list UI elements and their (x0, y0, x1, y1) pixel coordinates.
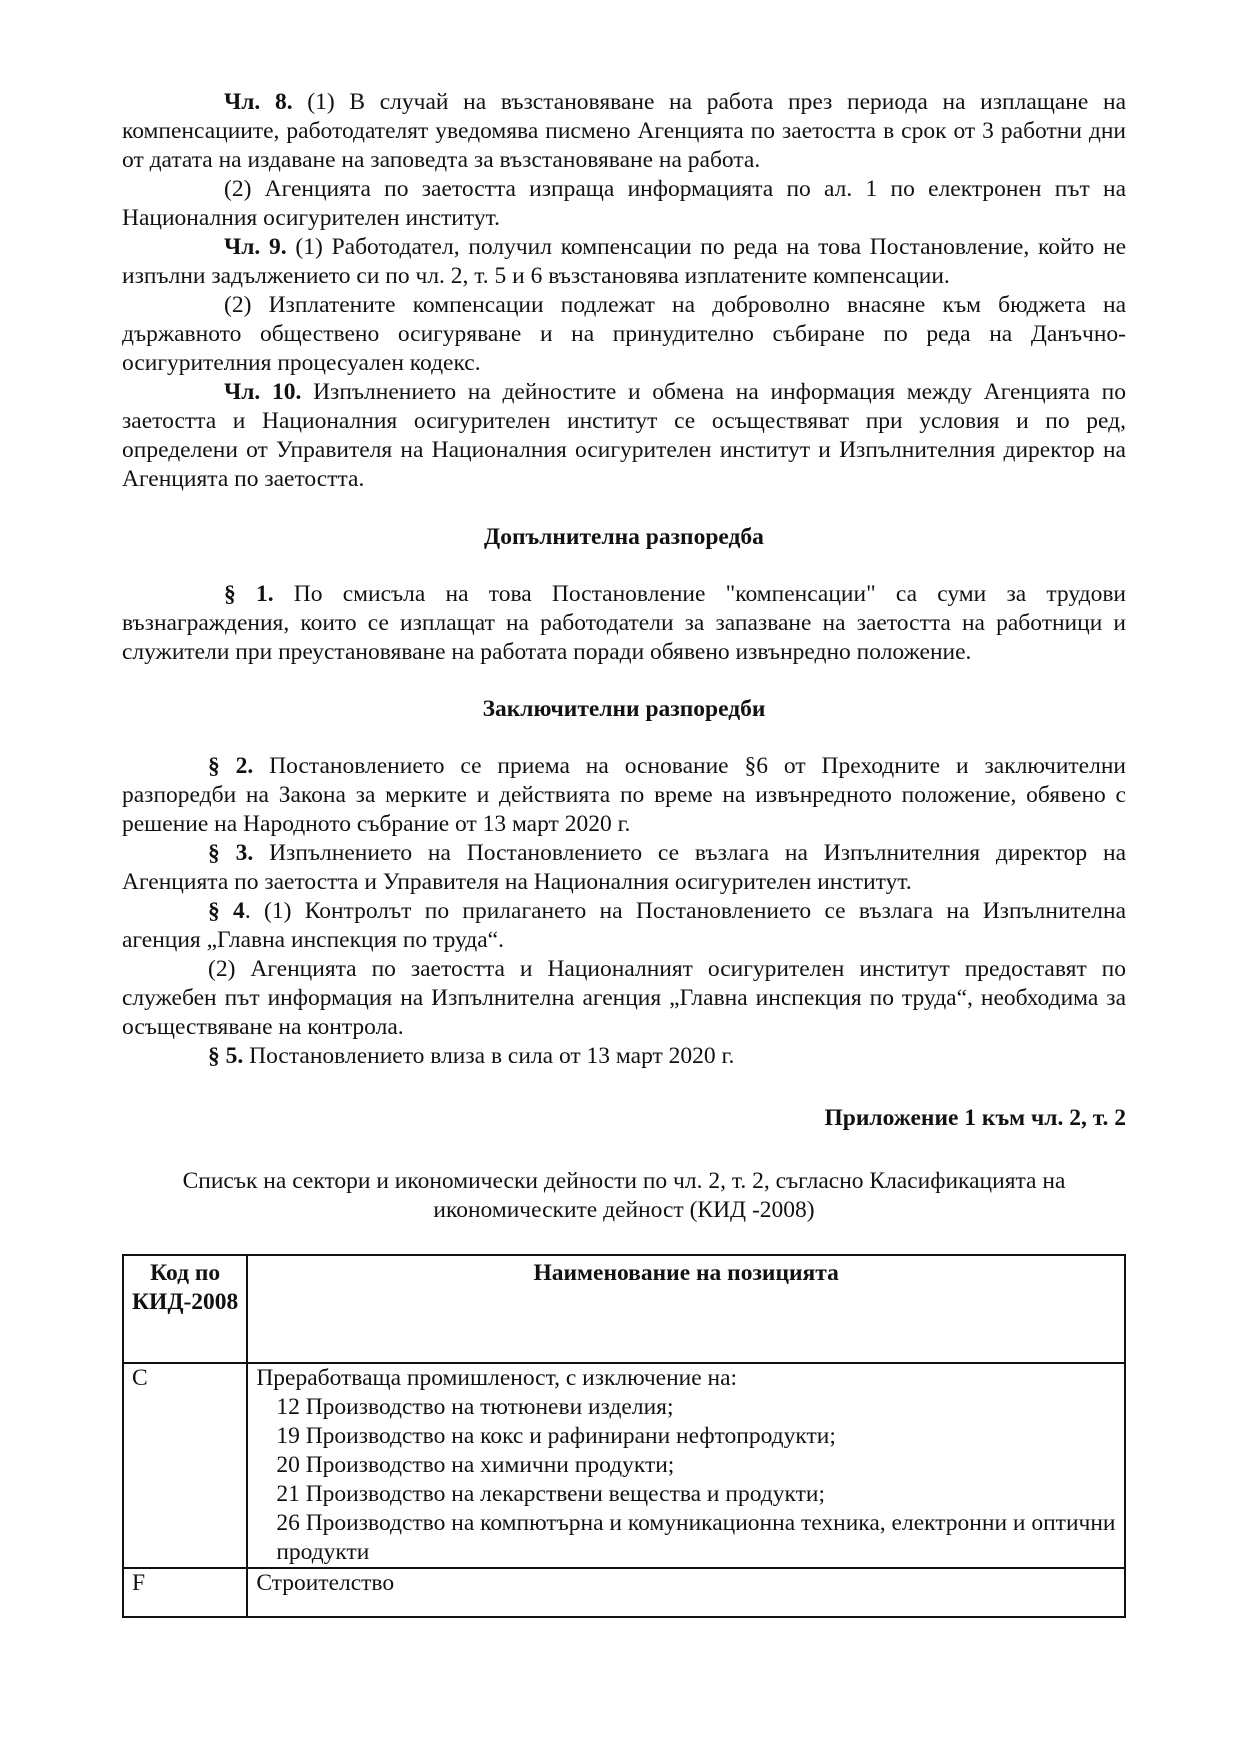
final-provisions-heading: Заключителни разпоредби (482, 696, 766, 722)
article-9-para-1 (122, 233, 1126, 291)
article-8-label: Чл. 8. (224, 89, 293, 115)
article-9-para-2: (2) Изплатените компенсации подлежат на доброволно внасяне към бюджета на държавното обществено осигуряване и на принудително събиране по реда на Данъчно-осигурителния процесуален кодекс. (122, 292, 1126, 376)
annex-caption (122, 1167, 1126, 1225)
section-4-label: § 4 (208, 898, 245, 924)
section-5-text: Постановлението влиза в сила от 13 март 2020 г. (243, 1043, 735, 1069)
article-9-label: Чл. 9. (224, 234, 287, 260)
document-page (122, 88, 1126, 1618)
exclusion-item: 19 Производство на кокс и рафинирани нефтопродукти; (276, 1423, 836, 1449)
section-2-text: Постановлението се приема на основание §6 от Преходните и заключителни разпоредби на Закона за мерките и действията по време на извънредното положение, обявено с решение на Народното събрание от 13 март 2020 г. (122, 753, 1126, 837)
article-8-para-1 (122, 88, 1126, 175)
row-f-description: Строителство (247, 1568, 1125, 1617)
section-2 (122, 752, 1126, 839)
row-f-code: F (123, 1568, 247, 1617)
section-2-label: § 2. (208, 753, 254, 779)
article-9-text: (1) Работодател, получил компенсации по реда на това Постановление, който не изпълни задължението си по чл. 2, т. 5 и 6 възстановява изплатените компенсации. (122, 234, 1126, 289)
table-header-row (123, 1255, 1125, 1363)
row-c-description (247, 1363, 1125, 1568)
table-row (123, 1568, 1125, 1617)
col-name-header: Наименование на позицията (247, 1255, 1125, 1363)
exclusion-item: 20 Производство на химични продукти; (276, 1452, 675, 1478)
article-10 (122, 378, 1126, 494)
annex-caption-line-2: икономическите дейност (КИД -2008) (433, 1197, 815, 1223)
section-3-text: Изпълнението на Постановлението се възлага на Изпълнителния директор на Агенцията по заетостта и Управителя на Националния осигурителен институт. (122, 840, 1127, 895)
kid-table (122, 1254, 1126, 1618)
section-5 (122, 1042, 1126, 1071)
article-8-para-2: (2) Агенцията по заетостта изпраща информацията по ал. 1 по електронен път на Националния осигурителен институт. (122, 176, 1126, 231)
row-c-title: Преработваща промишленост, с изключение на: (256, 1365, 738, 1391)
exclusion-item: 12 Производство на тютюневи изделия; (276, 1394, 674, 1420)
annex-caption-line-1: Списък на сектори и икономически дейности по чл. 2, т. 2, съгласно Класификацията на (182, 1168, 1066, 1194)
section-1 (122, 580, 1126, 667)
article-10-label: Чл. 10. (224, 379, 302, 405)
table-row (123, 1363, 1125, 1568)
row-c-code: C (123, 1363, 247, 1568)
supplementary-heading: Допълнителна разпоредба (484, 524, 764, 550)
article-10-text: Изпълнението на дейностите и обмена на информация между Агенцията по заетостта и Националния осигурителен институт се осъществяват при условия и по ред, определени от Управителя на Националния осигурителен институт и Изпълнителния директор на Агенцията по заетостта. (122, 379, 1126, 492)
section-4 (122, 897, 1126, 955)
section-3 (122, 839, 1126, 897)
section-4-text: . (1) Контролът по прилагането на Постановлението се възлага на Изпълнителна агенция „Главна инспекция по труда“. (122, 898, 1126, 953)
section-3-label: § 3. (208, 840, 254, 866)
section-1-label: § 1. (224, 581, 274, 607)
section-1-text: По смисъла на това Постановление "компенсации" са суми за трудови възнаграждения, които се изплащат на работодатели за запазване на заетостта на работници и служители при преустановяване на работата поради обявено извънредно положение. (122, 581, 1126, 665)
col-code-header: Код по КИД-2008 (123, 1255, 247, 1363)
exclusion-item: 26 Производство на компютърна и комуникационна техника, електронни и оптични продукти (276, 1510, 1116, 1565)
exclusion-item: 21 Производство на лекарствени вещества и продукти; (276, 1481, 825, 1507)
section-5-label: § 5. (208, 1043, 244, 1069)
article-8-text: (1) В случай на възстановяване на работа през периода на изплащане на компенсациите, работодателят уведомява писмено Агенцията по заетостта в срок от 3 работни дни от датата на издаване на заповедта за възстановяване на работа. (122, 89, 1126, 173)
annex-title: Приложение 1 към чл. 2, т. 2 (824, 1105, 1126, 1131)
section-4-para-2: (2) Агенцията по заетостта и Националният осигурителен институт предоставят по служебен път информация на Изпълнителна агенция „Главна инспекция по труда“, необходима за осъществяване на контрола. (122, 956, 1126, 1040)
